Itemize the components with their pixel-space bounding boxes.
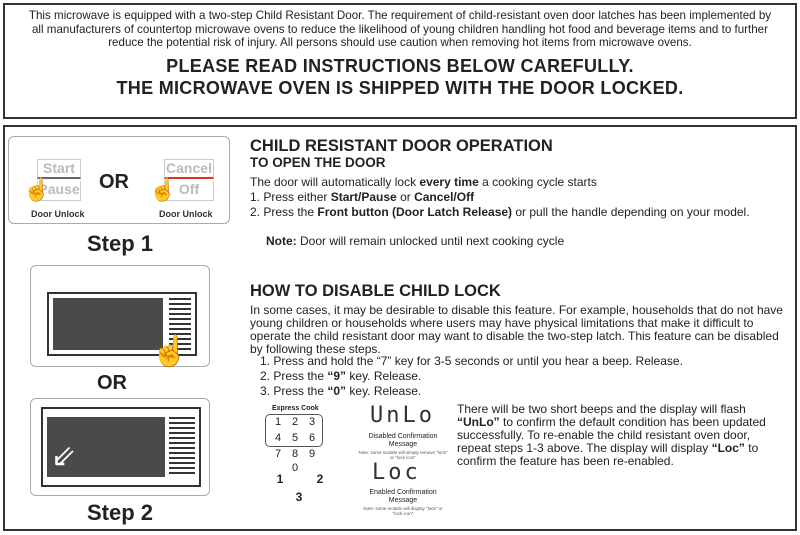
- keypad-key: 3: [308, 416, 316, 428]
- loc-display: Loc: [372, 460, 421, 485]
- door-note: Note: Door will remain unlocked until next cooking cycle: [266, 234, 565, 248]
- open-door-subtitle: TO OPEN THE DOOR: [250, 155, 386, 170]
- pause-key: Pause: [37, 181, 81, 201]
- disable-step-3: 3. Press the “0” key. Release.: [260, 384, 422, 398]
- or-label: OR: [99, 171, 129, 193]
- step2-label: Step 2: [86, 500, 154, 525]
- keypad-key: 7: [274, 448, 282, 460]
- express-cook-label: Express Cook: [272, 405, 319, 412]
- disable-step-2: 2. Press the “9” key. Release.: [260, 369, 422, 383]
- keypad-key: 1: [274, 416, 282, 428]
- disable-title: HOW TO DISABLE CHILD LOCK: [250, 282, 501, 300]
- finger-1-icon: 1: [276, 472, 284, 486]
- off-key: Off: [164, 181, 214, 201]
- keypad-key: 6: [308, 432, 316, 444]
- microwave-front-panel: [30, 265, 210, 367]
- intro-text: This microwave is equipped with a two-step Child Resistant Door. The requirement of child-resistant oven door latches has been implemented by all manufacturers of countertop microwave ovens to reduce the likelihood of young children handling hot food and beverage items and to further reduce the potential risk of injury. All persons should use caution when removing hot items from microwave ovens.: [28, 9, 772, 49]
- start-key: Start: [37, 159, 81, 179]
- hand-pointer-icon: ☝: [151, 335, 189, 368]
- keypad-key: 0: [291, 462, 299, 474]
- warning-line-2: THE MICROWAVE OVEN IS SHIPPED WITH THE DOOR LOCKED.: [116, 77, 684, 98]
- door-unlock-label: Door Unlock: [159, 209, 213, 219]
- step1-label: Step 1: [86, 231, 154, 256]
- enabled-caption: Enabled Confirmation Message: [369, 489, 437, 504]
- arrow-icon: ⇙: [51, 440, 77, 473]
- hand-pointer-icon: ☝: [149, 177, 177, 202]
- disabled-note: Note: some models will simply remove "lock" or "lock icon": [358, 450, 448, 460]
- hand-pointer-icon: ☝: [23, 177, 51, 202]
- door-unlock-label: Door Unlock: [31, 209, 85, 219]
- warning-line-1: PLEASE READ INSTRUCTIONS BELOW CAREFULLY.: [166, 55, 634, 76]
- step1-panel: [8, 136, 230, 224]
- keypad-key: 2: [291, 416, 299, 428]
- finger-3-icon: 3: [295, 490, 303, 504]
- disable-intro: In some cases, it may be desirable to disable this feature. For example, households that do not have young children or households where users may have physical limitations that make it difficult to operate the child resistant door may want to disable the two-step latch. This feature can be disabled by following these steps.: [250, 303, 783, 356]
- intro-box: [3, 3, 797, 119]
- confirmation-text: There will be two short beeps and the display will flash “UnLo” to confirm the default condition has been updated successfully. To re-enable the child resistant oven door, repeat steps 1-3 above. The display will display “Loc” to confirm the feature has been re-enabled.: [457, 402, 766, 468]
- disable-step-1: 1. Press and hold the “7” key for 3-5 seconds or until you hear a beep. Release.: [260, 354, 683, 368]
- keypad-key: 8: [291, 448, 299, 460]
- door-operation-title: CHILD RESISTANT DOOR OPERATION: [250, 137, 553, 155]
- microwave-handle-panel: [30, 398, 210, 496]
- auto-lock-text: The door will automatically lock every time a cooking cycle starts: [250, 175, 597, 189]
- unlo-display: UnLo: [370, 403, 435, 428]
- cancel-key: Cancel: [164, 159, 214, 179]
- keypad-key: 9: [308, 448, 316, 460]
- or-label: OR: [97, 372, 127, 394]
- open-step-2: 2. Press the Front button (Door Latch Release) or pull the handle depending on your model.: [250, 205, 750, 219]
- disabled-caption: Disabled Confirmation Message: [368, 433, 438, 448]
- finger-2-icon: 2: [316, 472, 324, 486]
- keypad-key: 5: [291, 432, 299, 444]
- enabled-note: Note: some models will display "lock" or "lock icon": [363, 506, 443, 516]
- open-step-1: 1. Press either Start/Pause or Cancel/Off: [250, 190, 475, 204]
- keypad-key: 4: [274, 432, 282, 444]
